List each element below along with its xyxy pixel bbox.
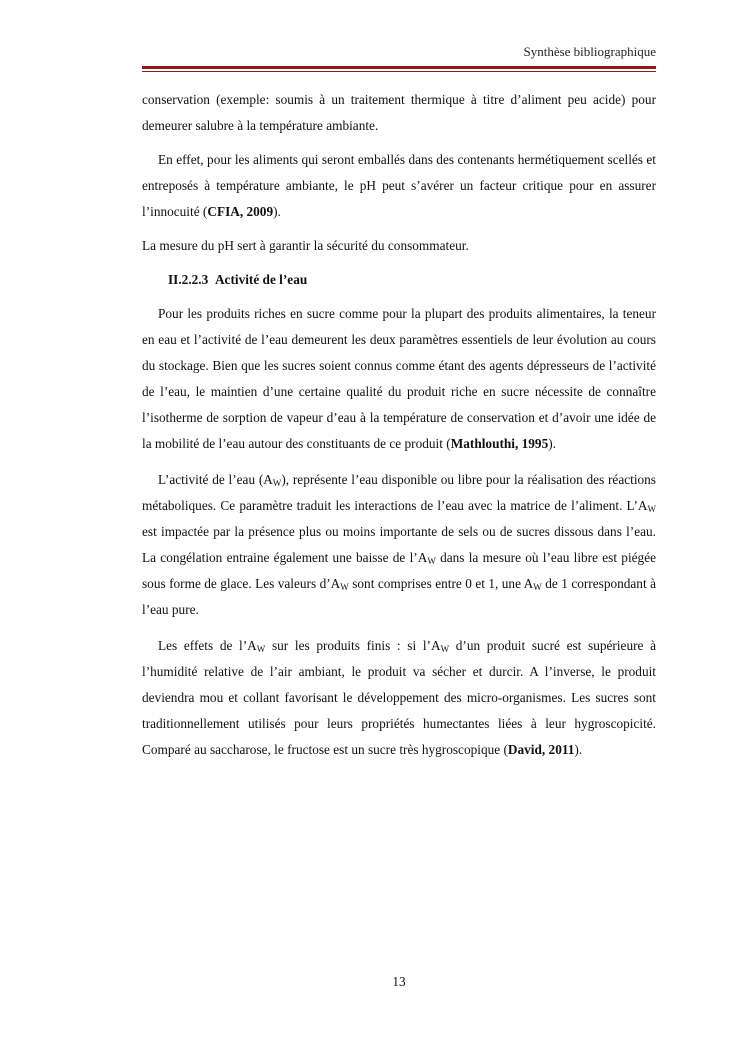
subscript-w: W [440,644,450,654]
subscript-w: W [533,582,542,592]
text-segment: sur les produits finis : si l’A [265,638,441,653]
text-segment: ). [574,742,583,757]
subscript-w: W [340,582,349,592]
page-number: 13 [392,974,406,989]
paragraph-sugar-end: ). [548,436,556,451]
paragraph-ph [142,147,656,225]
subscript-w: W [256,644,266,654]
paragraph-water-activity [142,467,656,623]
citation-mathlouthi: Mathlouthi, 1995 [450,436,549,451]
subscript-w: W [647,504,656,514]
section-heading [142,267,656,293]
page-body [142,87,656,763]
text-segment: dans la mesure où l’eau libre est piégée sous forme de glace. Les valeurs d’A [142,550,657,591]
section-title: Activité de l’eau [214,272,308,287]
paragraph-ph-end: ). [273,204,281,219]
text-segment: ), représente l’eau disponible ou libre pour la réalisation des réactions métaboliques. Ce paramètre traduit les interactions de l’eau avec la matrice de l’aliment. L’A [142,472,656,513]
paragraph-measure: La mesure du pH sert à garantir la sécurité du consommateur. [142,238,469,253]
text-segment: Les effets de l’A [158,638,257,653]
paragraph-sugar-text: Pour les produits riches en sucre comme pour la plupart des produits alimentaires, la teneur en eau et l’activité de l’eau demeurent les deux paramètres essentiels de leur évolution au cours du stockage. Bien que les sucres soient connus comme étant des agents dépresseurs de l’activité de l’eau, le maintien d’une certaine qualité du produit riche en sucre nécessite de connaître l’isotherme de sorption de vapeur d’eau à la température de conservation et d’avoir une idée de la mobilité de l’eau autour des constituants de ce produit ( [142,306,656,451]
text-segment: est impactée par la présence plus ou moins importante de sels ou de sucres dissous dans l’eau. La congélation entraine également une baisse de l’A [142,524,656,565]
paragraph-sugar-products [142,301,656,457]
paragraph-effects [142,633,656,763]
citation-david: David, 2011 [507,742,575,757]
text-segment: de 1 correspondant à l’eau pure. [142,576,657,617]
citation-cfia: CFIA, 2009 [207,204,274,219]
subscript-w: W [427,556,436,566]
section-number: II.2.2.3 [168,272,209,287]
text-segment: sont comprises entre 0 et 1, une A [348,576,534,591]
paragraph-conservation: conservation (exemple: soumis à un traitement thermique à titre d’aliment peu acide) pour demeurer salubre à la température ambiante. [142,92,656,133]
header-rule-thin [142,71,656,72]
running-header: Synthèse bibliographique [523,44,656,59]
paragraph-ph-text: En effet, pour les aliments qui seront emballés dans des contenants hermétiquement scellés et entreposés à température ambiante, le pH peut s’avérer un facteur critique pour en assurer l’innocuité ( [142,152,656,219]
subscript-w: W [272,478,282,488]
text-segment: d’un produit sucré est supérieure à l’humidité relative de l’air ambiant, le produit va sécher et durcir. A l’inverse, le produit deviendra mou et collant favorisant le développement des micro-organismes. Les sucres sont traditionnellement utilisés pour leurs propriétés humectantes liées à leur hygroscopicité. Comparé au saccharose, le fructose est un sucre très hygroscopique ( [142,638,656,757]
text-segment: L’activité de l’eau (A [158,472,273,487]
header-rule-thick [142,66,656,69]
